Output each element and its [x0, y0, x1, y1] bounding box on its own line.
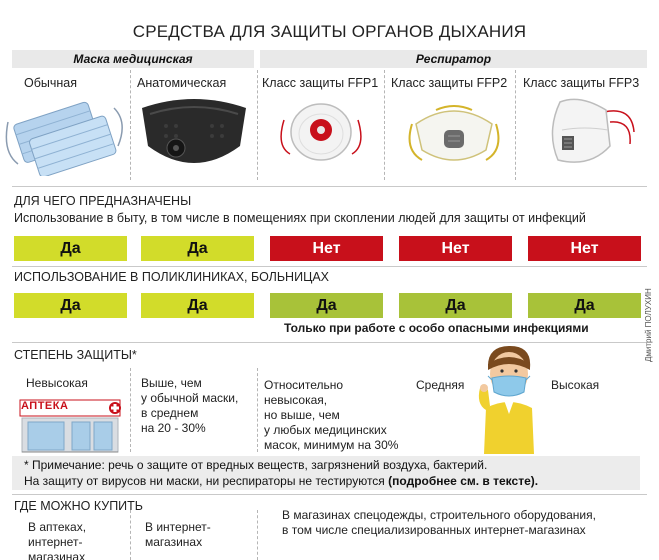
column-divider [130, 368, 131, 452]
hospitals-badge-ffp3: Да [528, 293, 641, 318]
hospitals-badge-regular: Да [14, 293, 127, 318]
group-medical-mask: Маска медицинская [12, 50, 254, 68]
protection-ffp1 [264, 378, 398, 453]
where-respirators-line: В магазинах спецодежды, строительного оборудования, [282, 508, 596, 522]
protection-heading: СТЕПЕНЬ ЗАЩИТЫ* [14, 348, 137, 362]
person-with-mask-illustration [474, 344, 544, 456]
column-regular: Обычная [24, 76, 78, 90]
column-anatomical: Анатомическая [137, 76, 227, 90]
respirator-ffp3-image [540, 92, 636, 176]
protection-anatomical-line: на 20 - 30% [141, 421, 206, 435]
hospitals-badge-ffp2: Да [399, 293, 512, 318]
note-line-2-text: На защиту от вирусов ни маски, ни респираторы не тестируются [24, 474, 389, 488]
where-anatomical-line: магазинах [145, 535, 203, 549]
where-anatomical [145, 520, 211, 550]
where-regular-line: магазинах [28, 550, 86, 560]
protection-anatomical-line: Выше, чем [141, 376, 202, 390]
protection-ffp1-line: но выше, чем [264, 408, 340, 422]
protection-ffp1-line: невысокая, [264, 393, 328, 407]
hospitals-badge-ffp1: Да [270, 293, 383, 318]
respirator-ffp1-image [276, 94, 366, 174]
where-heading: ГДЕ МОЖНО КУПИТЬ [14, 499, 144, 513]
purpose-text: Использование в быту, в том числе в помещениях при скоплении людей для защиты от инфекций [14, 211, 586, 225]
column-divider [257, 70, 258, 180]
section-divider [12, 266, 647, 267]
column-divider [130, 510, 131, 560]
protection-ffp1-line: Относительно [264, 378, 344, 392]
where-respirators [282, 508, 596, 538]
where-respirators-line: в том числе специализированных интернет-магазинах [282, 523, 586, 537]
group-respirator: Респиратор [260, 50, 647, 68]
where-regular-line: В аптеках, [28, 520, 87, 534]
surgical-mask-image [4, 92, 126, 176]
purpose-badge-ffp1: Нет [270, 236, 383, 261]
column-ffp1: Класс защиты FFP1 [262, 76, 379, 90]
column-ffp3: Класс защиты FFP3 [523, 76, 640, 90]
note-more-link-text: (подробнее см. в тексте). [388, 474, 539, 488]
column-divider [515, 70, 516, 180]
hospitals-badge-anatomical: Да [141, 293, 254, 318]
protection-ffp3: Высокая [551, 378, 600, 392]
where-regular [28, 520, 86, 560]
note-line-2 [24, 473, 640, 489]
purpose-badge-ffp2: Нет [399, 236, 512, 261]
column-divider [384, 70, 385, 180]
author-credit: Дмитрий ПОЛУХИН [644, 288, 653, 362]
where-regular-line: интернет- [28, 535, 83, 549]
note-line-1: * Примечание: речь о защите от вредных веществ, загрязнений воздуха, бактерий. [24, 458, 488, 472]
purpose-badge-anatomical: Да [141, 236, 254, 261]
purpose-badge-regular: Да [14, 236, 127, 261]
column-divider [257, 510, 258, 560]
protection-anatomical-line: в среднем [141, 406, 199, 420]
protection-ffp2: Средняя [416, 378, 465, 392]
purpose-badge-ffp3: Нет [528, 236, 641, 261]
section-divider [12, 494, 647, 495]
column-divider [257, 368, 258, 452]
purpose-heading: ДЛЯ ЧЕГО ПРЕДНАЗНАЧЕНЫ [14, 194, 192, 208]
page-title: СРЕДСТВА ДЛЯ ЗАЩИТЫ ОРГАНОВ ДЫХАНИЯ [132, 22, 527, 41]
anatomical-mask-image [136, 92, 252, 176]
pharmacy-sign: АПТЕКА [21, 400, 69, 412]
protection-ffp1-line: у любых медицинских [264, 423, 387, 437]
column-divider [130, 70, 131, 180]
where-anatomical-line: В интернет- [145, 520, 211, 534]
note-box [12, 456, 640, 490]
section-divider [12, 186, 647, 187]
hospitals-footnote: Только при работе с особо опасными инфекциями [284, 321, 589, 335]
protection-regular: Невысокая [26, 376, 88, 390]
hospitals-heading: ИСПОЛЬЗОВАНИЕ В ПОЛИКЛИНИКАХ, БОЛЬНИЦАХ [14, 270, 329, 284]
protection-ffp1-line: масок, минимум на 30% [264, 438, 399, 452]
section-divider [12, 342, 647, 343]
protection-anatomical [141, 376, 238, 436]
column-ffp2: Класс защиты FFP2 [391, 76, 508, 90]
respirator-ffp2-image [406, 94, 502, 174]
protection-anatomical-line: у обычной маски, [141, 391, 239, 405]
